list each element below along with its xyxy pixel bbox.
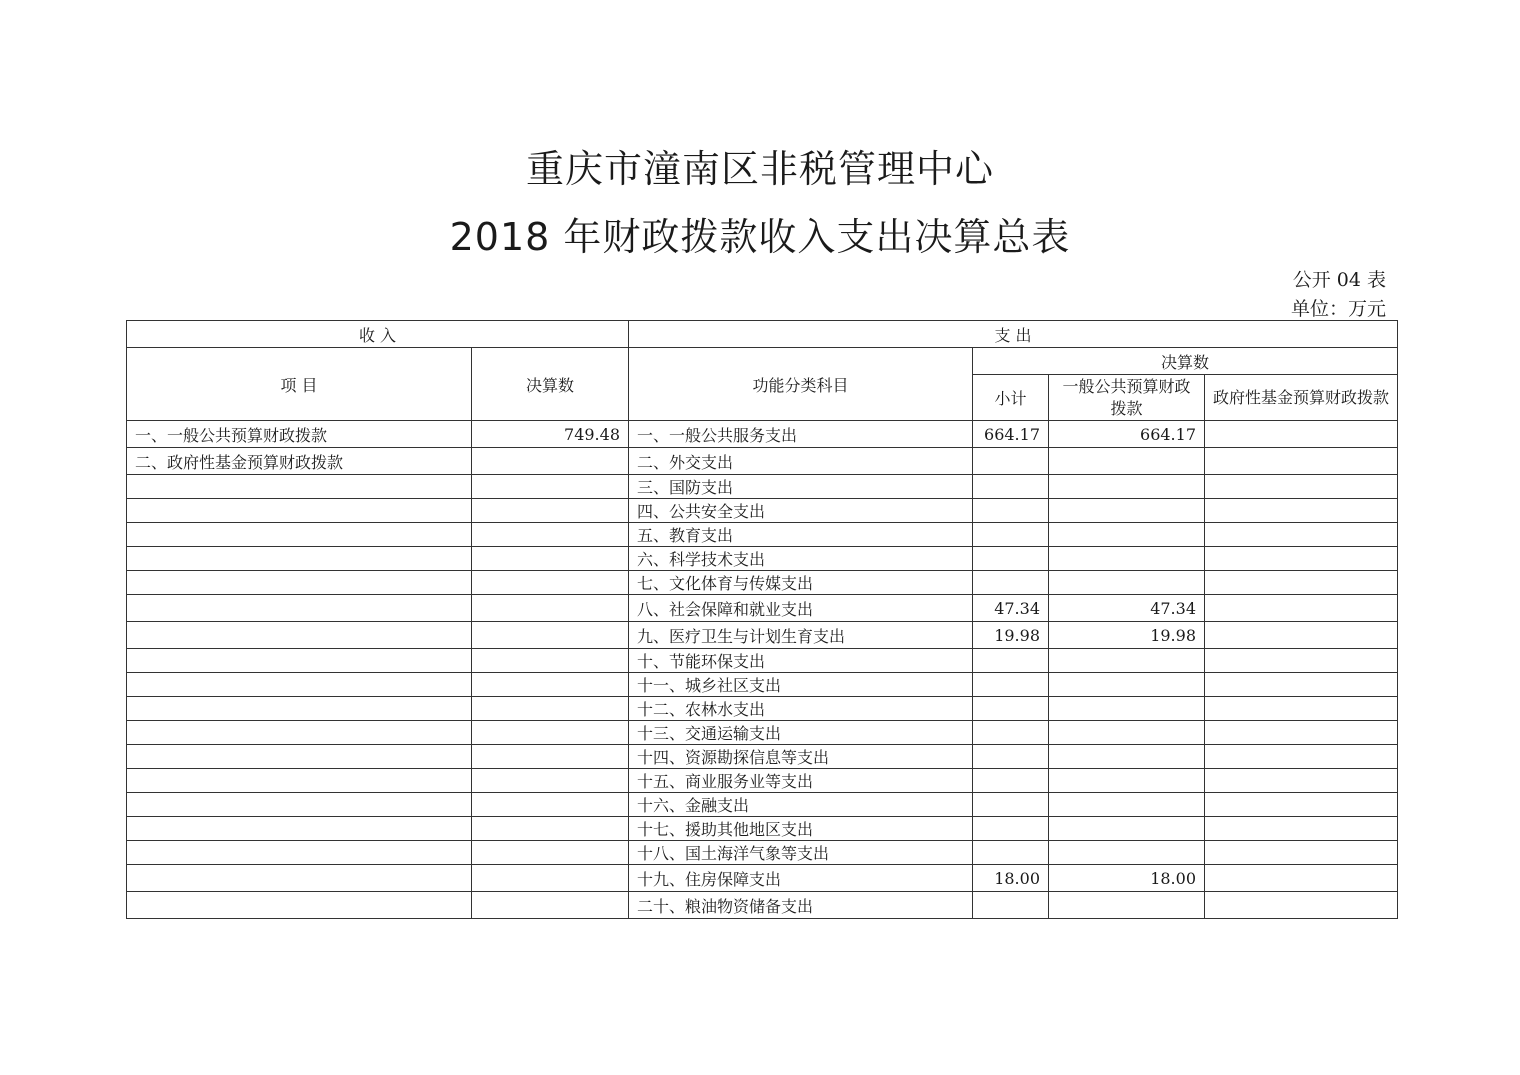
- income-amount-cell: [472, 571, 629, 595]
- subtotal-cell: [973, 475, 1049, 499]
- income-item-cell: [127, 673, 472, 697]
- expense-item-cell: 二、外交支出: [629, 448, 973, 475]
- income-amount-cell: [472, 622, 629, 649]
- page-title: 重庆市潼南区非税管理中心: [525, 147, 994, 191]
- subtotal-cell: [973, 649, 1049, 673]
- expense-item-cell: 五、教育支出: [629, 523, 973, 547]
- table-row: [127, 865, 1398, 892]
- table-body: [127, 421, 1398, 919]
- page-subtitle: 2018 年财政拨款收入支出决算总表: [449, 215, 1071, 259]
- subtotal-cell: [973, 571, 1049, 595]
- subtotal-cell: [973, 769, 1049, 793]
- expense-item-cell: 十八、国土海洋气象等支出: [629, 841, 973, 865]
- gov-fund-cell: [1205, 817, 1398, 841]
- table-row: [127, 475, 1398, 499]
- table-row: [127, 841, 1398, 865]
- income-amount-cell: [472, 841, 629, 865]
- gov-fund-cell: [1205, 448, 1398, 475]
- income-amount-cell: [472, 523, 629, 547]
- table-row: [127, 523, 1398, 547]
- table-row: [127, 793, 1398, 817]
- gov-fund-cell: [1205, 673, 1398, 697]
- income-amount-cell: [472, 769, 629, 793]
- expense-item-cell: 十三、交通运输支出: [629, 721, 973, 745]
- expense-item-cell: 七、文化体育与传媒支出: [629, 571, 973, 595]
- general-budget-cell: 47.34: [1049, 595, 1205, 622]
- final-amount-group-header: 决算数: [973, 348, 1398, 375]
- gov-fund-cell: [1205, 721, 1398, 745]
- income-amount-cell: [472, 892, 629, 919]
- expense-item-cell: 十一、城乡社区支出: [629, 673, 973, 697]
- expense-header: 支 出: [629, 321, 1398, 348]
- gov-fund-cell: [1205, 697, 1398, 721]
- subtotal-cell: [973, 841, 1049, 865]
- table-row: [127, 745, 1398, 769]
- table-row: [127, 649, 1398, 673]
- gov-fund-cell: [1205, 421, 1398, 448]
- item-header: 项 目: [127, 348, 472, 421]
- income-item-cell: [127, 817, 472, 841]
- expense-item-cell: 八、社会保障和就业支出: [629, 595, 973, 622]
- table-row: [127, 571, 1398, 595]
- subtotal-cell: [973, 523, 1049, 547]
- budget-table: [126, 320, 1398, 919]
- expense-item-cell: 十二、农林水支出: [629, 697, 973, 721]
- income-amount-cell: [472, 745, 629, 769]
- general-budget-cell: [1049, 769, 1205, 793]
- table-row: [127, 547, 1398, 571]
- subtotal-cell: 47.34: [973, 595, 1049, 622]
- income-item-cell: [127, 622, 472, 649]
- income-amount-cell: [472, 817, 629, 841]
- subtotal-cell: [973, 673, 1049, 697]
- func-class-header: 功能分类科目: [629, 348, 973, 421]
- income-amount-cell: [472, 793, 629, 817]
- income-header: 收 入: [127, 321, 629, 348]
- income-amount-cell: [472, 499, 629, 523]
- income-item-cell: [127, 697, 472, 721]
- subtotal-cell: 664.17: [973, 421, 1049, 448]
- expense-item-cell: 二十、粮油物资储备支出: [629, 892, 973, 919]
- income-item-cell: [127, 475, 472, 499]
- income-amount-cell: [472, 673, 629, 697]
- table-row: [127, 892, 1398, 919]
- income-item-cell: [127, 547, 472, 571]
- gov-fund-cell: [1205, 595, 1398, 622]
- general-budget-cell: [1049, 523, 1205, 547]
- general-budget-cell: [1049, 841, 1205, 865]
- income-item-cell: [127, 793, 472, 817]
- income-item-cell: 一、一般公共预算财政拨款: [127, 421, 472, 448]
- general-budget-cell: [1049, 475, 1205, 499]
- gov-fund-cell: [1205, 547, 1398, 571]
- income-item-cell: [127, 721, 472, 745]
- gov-fund-cell: [1205, 499, 1398, 523]
- subtotal-cell: [973, 745, 1049, 769]
- expense-item-cell: 十七、援助其他地区支出: [629, 817, 973, 841]
- general-budget-cell: 19.98: [1049, 622, 1205, 649]
- general-budget-cell: 664.17: [1049, 421, 1205, 448]
- income-item-cell: [127, 595, 472, 622]
- expense-item-cell: 四、公共安全支出: [629, 499, 973, 523]
- income-item-cell: [127, 841, 472, 865]
- gov-fund-cell: [1205, 841, 1398, 865]
- general-budget-cell: [1049, 697, 1205, 721]
- expense-item-cell: 九、医疗卫生与计划生育支出: [629, 622, 973, 649]
- general-budget-cell: [1049, 793, 1205, 817]
- income-item-cell: [127, 745, 472, 769]
- general-budget-cell: [1049, 892, 1205, 919]
- expense-item-cell: 一、一般公共服务支出: [629, 421, 973, 448]
- general-budget-cell: [1049, 649, 1205, 673]
- income-item-cell: [127, 649, 472, 673]
- gov-fund-cell: [1205, 649, 1398, 673]
- general-budget-cell: [1049, 673, 1205, 697]
- income-item-cell: 二、政府性基金预算财政拨款: [127, 448, 472, 475]
- general-budget-cell: 18.00: [1049, 865, 1205, 892]
- table-row: [127, 499, 1398, 523]
- expense-item-cell: 十、节能环保支出: [629, 649, 973, 673]
- income-amount-cell: [472, 448, 629, 475]
- general-budget-header: 一般公共预算财政拨款: [1049, 375, 1205, 421]
- general-budget-cell: [1049, 499, 1205, 523]
- income-item-cell: [127, 865, 472, 892]
- income-amount-cell: [472, 721, 629, 745]
- table-row: [127, 769, 1398, 793]
- table-row: [127, 448, 1398, 475]
- table-row: [127, 817, 1398, 841]
- general-budget-cell: [1049, 571, 1205, 595]
- table-row: [127, 697, 1398, 721]
- general-budget-cell: [1049, 547, 1205, 571]
- final-amount-header: 决算数: [472, 348, 629, 421]
- table-row: [127, 673, 1398, 697]
- gov-fund-cell: [1205, 622, 1398, 649]
- gov-fund-cell: [1205, 865, 1398, 892]
- table-row: [127, 595, 1398, 622]
- expense-item-cell: 十四、资源勘探信息等支出: [629, 745, 973, 769]
- expense-item-cell: 六、科学技术支出: [629, 547, 973, 571]
- subtotal-cell: [973, 817, 1049, 841]
- gov-fund-cell: [1205, 475, 1398, 499]
- subtotal-cell: 19.98: [973, 622, 1049, 649]
- subtotal-cell: [973, 892, 1049, 919]
- general-budget-cell: [1049, 721, 1205, 745]
- income-item-cell: [127, 523, 472, 547]
- table-row: [127, 622, 1398, 649]
- general-budget-cell: [1049, 745, 1205, 769]
- form-number: 公开 04 表: [1292, 269, 1386, 291]
- subtotal-cell: [973, 499, 1049, 523]
- expense-item-cell: 十六、金融支出: [629, 793, 973, 817]
- gov-fund-cell: [1205, 892, 1398, 919]
- gov-fund-cell: [1205, 793, 1398, 817]
- income-amount-cell: 749.48: [472, 421, 629, 448]
- income-amount-cell: [472, 865, 629, 892]
- expense-item-cell: 三、国防支出: [629, 475, 973, 499]
- income-amount-cell: [472, 595, 629, 622]
- gov-fund-cell: [1205, 769, 1398, 793]
- subtotal-cell: 18.00: [973, 865, 1049, 892]
- income-amount-cell: [472, 697, 629, 721]
- income-item-cell: [127, 892, 472, 919]
- income-amount-cell: [472, 475, 629, 499]
- expense-item-cell: 十五、商业服务业等支出: [629, 769, 973, 793]
- subtotal-cell: [973, 547, 1049, 571]
- gov-fund-cell: [1205, 523, 1398, 547]
- income-item-cell: [127, 499, 472, 523]
- subtotal-cell: [973, 448, 1049, 475]
- income-amount-cell: [472, 649, 629, 673]
- expense-item-cell: 十九、住房保障支出: [629, 865, 973, 892]
- gov-fund-header: 政府性基金预算财政拨款: [1205, 375, 1398, 421]
- income-item-cell: [127, 769, 472, 793]
- income-item-cell: [127, 571, 472, 595]
- subtotal-cell: [973, 793, 1049, 817]
- table-row: [127, 421, 1398, 448]
- subtotal-header: 小计: [973, 375, 1049, 421]
- gov-fund-cell: [1205, 571, 1398, 595]
- gov-fund-cell: [1205, 745, 1398, 769]
- table-row: [127, 721, 1398, 745]
- unit-label: 单位：万元: [1290, 298, 1386, 320]
- general-budget-cell: [1049, 448, 1205, 475]
- general-budget-cell: [1049, 817, 1205, 841]
- subtotal-cell: [973, 721, 1049, 745]
- subtotal-cell: [973, 697, 1049, 721]
- income-amount-cell: [472, 547, 629, 571]
